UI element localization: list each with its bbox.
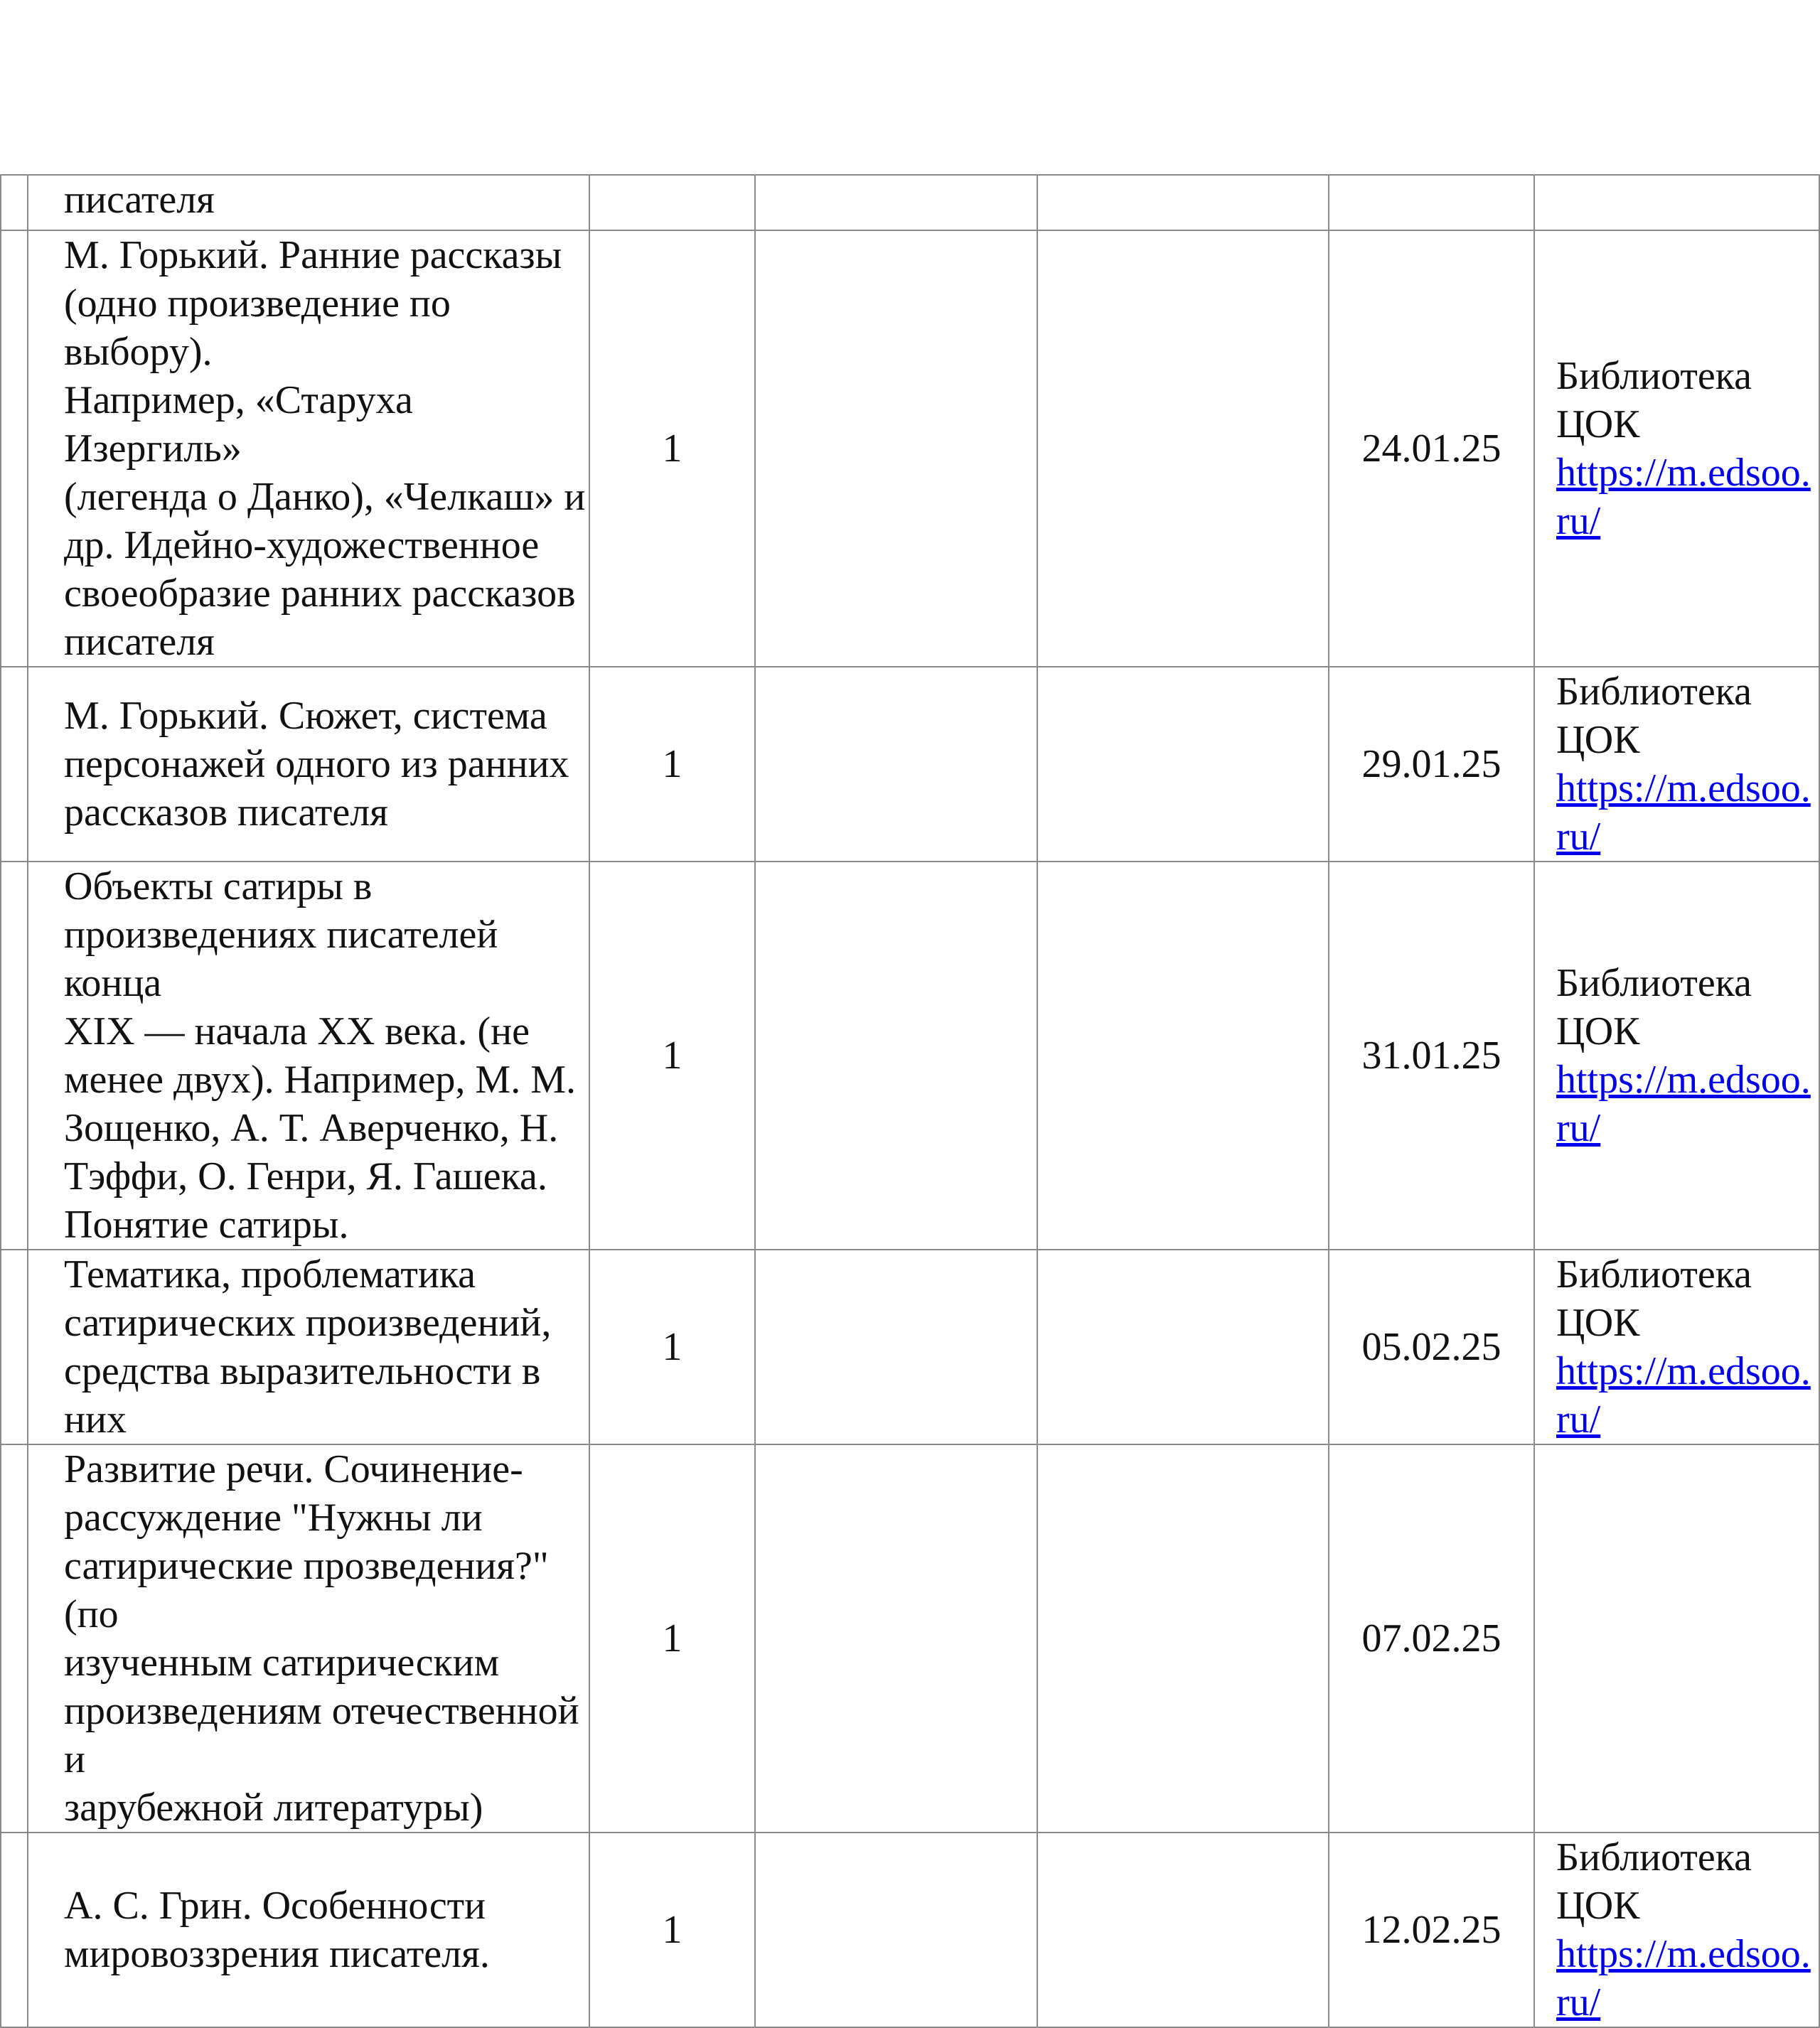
number-cell bbox=[1, 175, 28, 230]
resource-link[interactable]: https://m.edsoo.ru/ bbox=[1556, 1058, 1811, 1150]
resource-link[interactable]: https://m.edsoo.ru/ bbox=[1556, 766, 1811, 859]
date-cell bbox=[1329, 175, 1534, 230]
hours-cell: 1 bbox=[589, 230, 755, 667]
resource-cell bbox=[1534, 175, 1819, 230]
number-cell bbox=[1, 1444, 28, 1833]
control-work-cell bbox=[755, 667, 1037, 862]
topic-cell: Развитие речи. Сочинение- рассуждение "Нужны ли сатирические прозведения?" (по изученным сатирическим произведениям отечественной и зарубежной литературы) bbox=[28, 1444, 589, 1833]
number-cell bbox=[1, 230, 28, 667]
library-label: Библиотека ЦОК bbox=[1556, 354, 1752, 446]
practical-work-cell bbox=[1037, 1444, 1329, 1833]
hours-cell: 1 bbox=[589, 1444, 755, 1833]
table-row bbox=[1, 1833, 1819, 2027]
resource-cell bbox=[1534, 667, 1819, 862]
hours-cell: 1 bbox=[589, 1833, 755, 2027]
hours-cell: 1 bbox=[589, 667, 755, 862]
hours-cell: 1 bbox=[589, 862, 755, 1250]
date-cell: 29.01.25 bbox=[1329, 667, 1534, 862]
control-work-cell bbox=[755, 1250, 1037, 1444]
control-work-cell bbox=[755, 175, 1037, 230]
control-work-cell bbox=[755, 1444, 1037, 1833]
table-row bbox=[1, 1444, 1819, 1833]
control-work-cell bbox=[755, 230, 1037, 667]
date-cell: 31.01.25 bbox=[1329, 862, 1534, 1250]
control-work-cell bbox=[755, 862, 1037, 1250]
resource-cell bbox=[1534, 1833, 1819, 2027]
resource-cell bbox=[1534, 1250, 1819, 1444]
resource-cell bbox=[1534, 1444, 1819, 1833]
table-row bbox=[1, 230, 1819, 667]
library-label: Библиотека ЦОК bbox=[1556, 1835, 1752, 1928]
resource-link[interactable]: https://m.edsoo.ru/ bbox=[1556, 451, 1811, 543]
resource-cell bbox=[1534, 230, 1819, 667]
practical-work-cell bbox=[1037, 230, 1329, 667]
table-row bbox=[1, 862, 1819, 1250]
number-cell bbox=[1, 1250, 28, 1444]
table-row bbox=[1, 175, 1819, 230]
practical-work-cell bbox=[1037, 1250, 1329, 1444]
practical-work-cell bbox=[1037, 667, 1329, 862]
number-cell bbox=[1, 667, 28, 862]
topic-cell: писателя bbox=[28, 175, 589, 230]
practical-work-cell bbox=[1037, 1833, 1329, 2027]
hours-cell bbox=[589, 175, 755, 230]
table-row bbox=[1, 1250, 1819, 1444]
library-label: Библиотека ЦОК bbox=[1556, 961, 1752, 1053]
table-row bbox=[1, 667, 1819, 862]
resource-cell bbox=[1534, 862, 1819, 1250]
topic-cell: М. Горький. Ранние рассказы (одно произведение по выбору). Например, «Старуха Изергиль» (легенда о Данко), «Челкаш» и др. Идейно-художественное своеобразие ранних рассказов писателя bbox=[28, 230, 589, 667]
topic-cell: Объекты сатиры в произведениях писателей конца XIX — начала XX века. (не менее двух). Например, М. М. Зощенко, А. Т. Аверченко, Н. Тэффи, О. Генри, Я. Гашека. Понятие сатиры. bbox=[28, 862, 589, 1250]
date-cell: 12.02.25 bbox=[1329, 1833, 1534, 2027]
date-cell: 07.02.25 bbox=[1329, 1444, 1534, 1833]
resource-link[interactable]: https://m.edsoo.ru/ bbox=[1556, 1349, 1811, 1442]
practical-work-cell bbox=[1037, 862, 1329, 1250]
lesson-plan-table bbox=[0, 174, 1820, 2028]
resource-link[interactable]: https://m.edsoo.ru/ bbox=[1556, 1932, 1811, 2024]
hours-cell: 1 bbox=[589, 1250, 755, 1444]
library-label: Библиотека ЦОК bbox=[1556, 1252, 1752, 1345]
topic-cell: А. С. Грин. Особенности мировоззрения писателя. bbox=[28, 1833, 589, 2027]
topic-cell: М. Горький. Сюжет, система персонажей одного из ранних рассказов писателя bbox=[28, 667, 589, 862]
control-work-cell bbox=[755, 1833, 1037, 2027]
number-cell bbox=[1, 862, 28, 1250]
library-label: Библиотека ЦОК bbox=[1556, 670, 1752, 762]
topic-cell: Тематика, проблематика сатирических произведений, средства выразительности в них bbox=[28, 1250, 589, 1444]
date-cell: 24.01.25 bbox=[1329, 230, 1534, 667]
practical-work-cell bbox=[1037, 175, 1329, 230]
date-cell: 05.02.25 bbox=[1329, 1250, 1534, 1444]
number-cell bbox=[1, 1833, 28, 2027]
